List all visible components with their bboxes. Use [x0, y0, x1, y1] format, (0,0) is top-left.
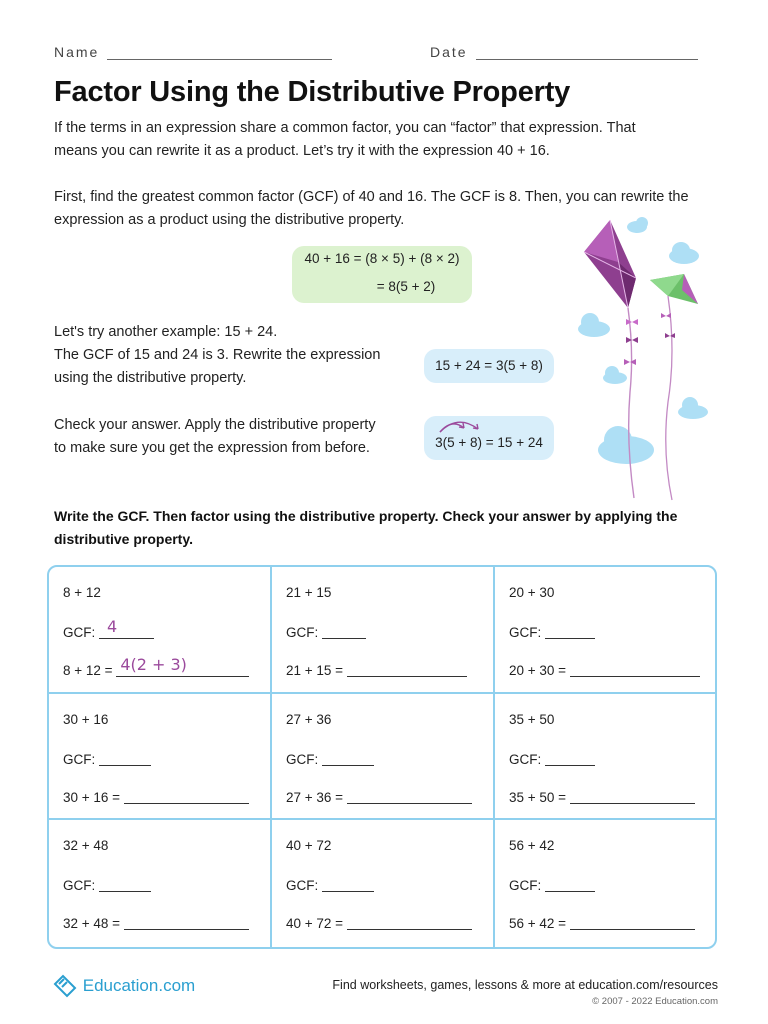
example2-equation: 15 + 24 = 3(5 + 8): [424, 349, 554, 383]
gcf-label: GCF:: [509, 878, 542, 894]
equation-label: 8 + 12 =: [63, 663, 113, 678]
name-field[interactable]: [54, 44, 332, 60]
first-line-1: First, find the greatest common factor (GCF) of 40 and 16. The GCF is 8. Then, you can rewrite the: [54, 189, 689, 205]
example2-line-2: The GCF of 15 and 24 is 3. Rewrite the expression: [54, 347, 381, 363]
gcf-answer-blank[interactable]: [99, 617, 154, 639]
problem-cell-2: [272, 567, 495, 694]
check-line-2: to make sure you get the expression from before.: [54, 440, 370, 456]
gcf-answer-blank[interactable]: [545, 624, 595, 639]
problem-expression: 20 + 30: [509, 585, 555, 600]
date-label: Date: [430, 44, 468, 60]
gcf-answer-blank[interactable]: [322, 877, 374, 892]
example1-box: [292, 246, 472, 303]
gcf-label: GCF:: [63, 878, 96, 894]
gcf-answer-blank[interactable]: [545, 751, 595, 766]
gcf-answer-blank[interactable]: [99, 877, 151, 892]
handwritten-factored-answer: 4(2 + 3): [120, 655, 187, 674]
education-logo[interactable]: [52, 972, 195, 998]
factored-answer-blank[interactable]: [570, 789, 695, 804]
equation-label: 30 + 16 =: [63, 789, 121, 805]
purple-kite-icon: [584, 220, 636, 308]
example1-eq2: = 8(5 + 2): [376, 279, 436, 294]
problem-cell-4: [49, 694, 272, 821]
factored-answer-blank[interactable]: [347, 662, 467, 677]
gcf-label: GCF:: [286, 751, 319, 767]
name-line[interactable]: [107, 45, 332, 60]
problem-expression: 27 + 36: [286, 711, 332, 727]
equation-label: 35 + 50 =: [509, 789, 567, 805]
factored-answer-blank[interactable]: [124, 915, 249, 930]
page-title: Factor Using the Distributive Property: [54, 76, 571, 108]
intro-line-2: means you can rewrite it as a product. Let’s try it with the expression 40 + 16.: [54, 143, 550, 159]
gcf-answer-blank[interactable]: [99, 751, 151, 766]
problem-expression: 40 + 72: [286, 838, 332, 854]
problem-expression: 32 + 48: [63, 838, 109, 854]
equation-label: 21 + 15 =: [286, 663, 344, 678]
problem-cell-5: [272, 694, 495, 821]
equation-label: 20 + 30 =: [509, 663, 567, 678]
check-equation: 3(5 + 8) = 15 + 24: [435, 435, 543, 450]
problem-cell-3: [495, 567, 715, 694]
gcf-label: GCF:: [286, 878, 319, 894]
factored-answer-blank[interactable]: [116, 655, 249, 677]
problem-cell-6: [495, 694, 715, 821]
name-label: Name: [54, 44, 100, 60]
problem-expression: 35 + 50: [509, 711, 555, 727]
problem-expression: 56 + 42: [509, 838, 555, 854]
instructions: Write the GCF. Then factor using the distributive property. Check your answer by applying the distributive property.: [54, 508, 678, 547]
example2-line-3: using the distributive property.: [54, 370, 247, 386]
equation-label: 27 + 36 =: [286, 789, 344, 805]
factored-answer-blank[interactable]: [570, 662, 700, 677]
gcf-answer-blank[interactable]: [545, 877, 595, 892]
gcf-label: GCF:: [286, 625, 319, 640]
problem-expression: 30 + 16: [63, 711, 109, 727]
problem-expression: 21 + 15: [286, 585, 332, 600]
gcf-answer-blank[interactable]: [322, 624, 366, 639]
factored-answer-blank[interactable]: [570, 915, 695, 930]
copyright-text: © 2007 - 2022 Education.com: [592, 996, 718, 1007]
equation-label: 40 + 72 =: [286, 916, 344, 932]
check-paragraph: [54, 414, 376, 460]
gcf-label: GCF:: [63, 625, 96, 640]
check-box: [424, 416, 554, 460]
problem-cell-7: [49, 820, 272, 947]
logo-text: Education.com: [82, 976, 196, 995]
education-logo-icon: [52, 972, 78, 998]
intro-paragraph: [54, 117, 636, 163]
gcf-answer-blank[interactable]: [322, 751, 374, 766]
problem-grid: [47, 565, 717, 949]
check-line-1: Check your answer. Apply the distributive property: [54, 417, 376, 433]
equation-label: 56 + 42 =: [509, 916, 567, 932]
green-kite-icon: [650, 274, 698, 304]
problem-cell-9: [495, 820, 715, 947]
problem-cell-1: [49, 567, 272, 694]
gcf-label: GCF:: [509, 751, 542, 767]
example1-eq1: 40 + 16 = (8 × 5) + (8 × 2): [304, 251, 460, 266]
date-line[interactable]: [476, 45, 698, 60]
curved-arrow-icon: [436, 418, 486, 434]
date-field[interactable]: [430, 44, 698, 60]
intro-line-1: If the terms in an expression share a common factor, you can “factor” that expression. That: [54, 120, 636, 136]
handwritten-gcf-answer: 4: [107, 617, 118, 636]
example2-line-1: Let's try another example: 15 + 24.: [54, 324, 278, 340]
factored-answer-blank[interactable]: [347, 915, 472, 930]
resources-link[interactable]: Find worksheets, games, lessons & more at education.com/resources: [332, 978, 718, 992]
first-line-2: expression as a product using the distributive property.: [54, 212, 405, 228]
problem-cell-8: [272, 820, 495, 947]
example2-paragraph: [54, 321, 380, 390]
gcf-label: GCF:: [509, 625, 542, 640]
kites-illustration: [572, 212, 718, 502]
gcf-label: GCF:: [63, 751, 96, 767]
factored-answer-blank[interactable]: [347, 789, 472, 804]
equation-label: 32 + 48 =: [63, 916, 121, 932]
problem-expression: 8 + 12: [63, 585, 101, 600]
factored-answer-blank[interactable]: [124, 789, 249, 804]
